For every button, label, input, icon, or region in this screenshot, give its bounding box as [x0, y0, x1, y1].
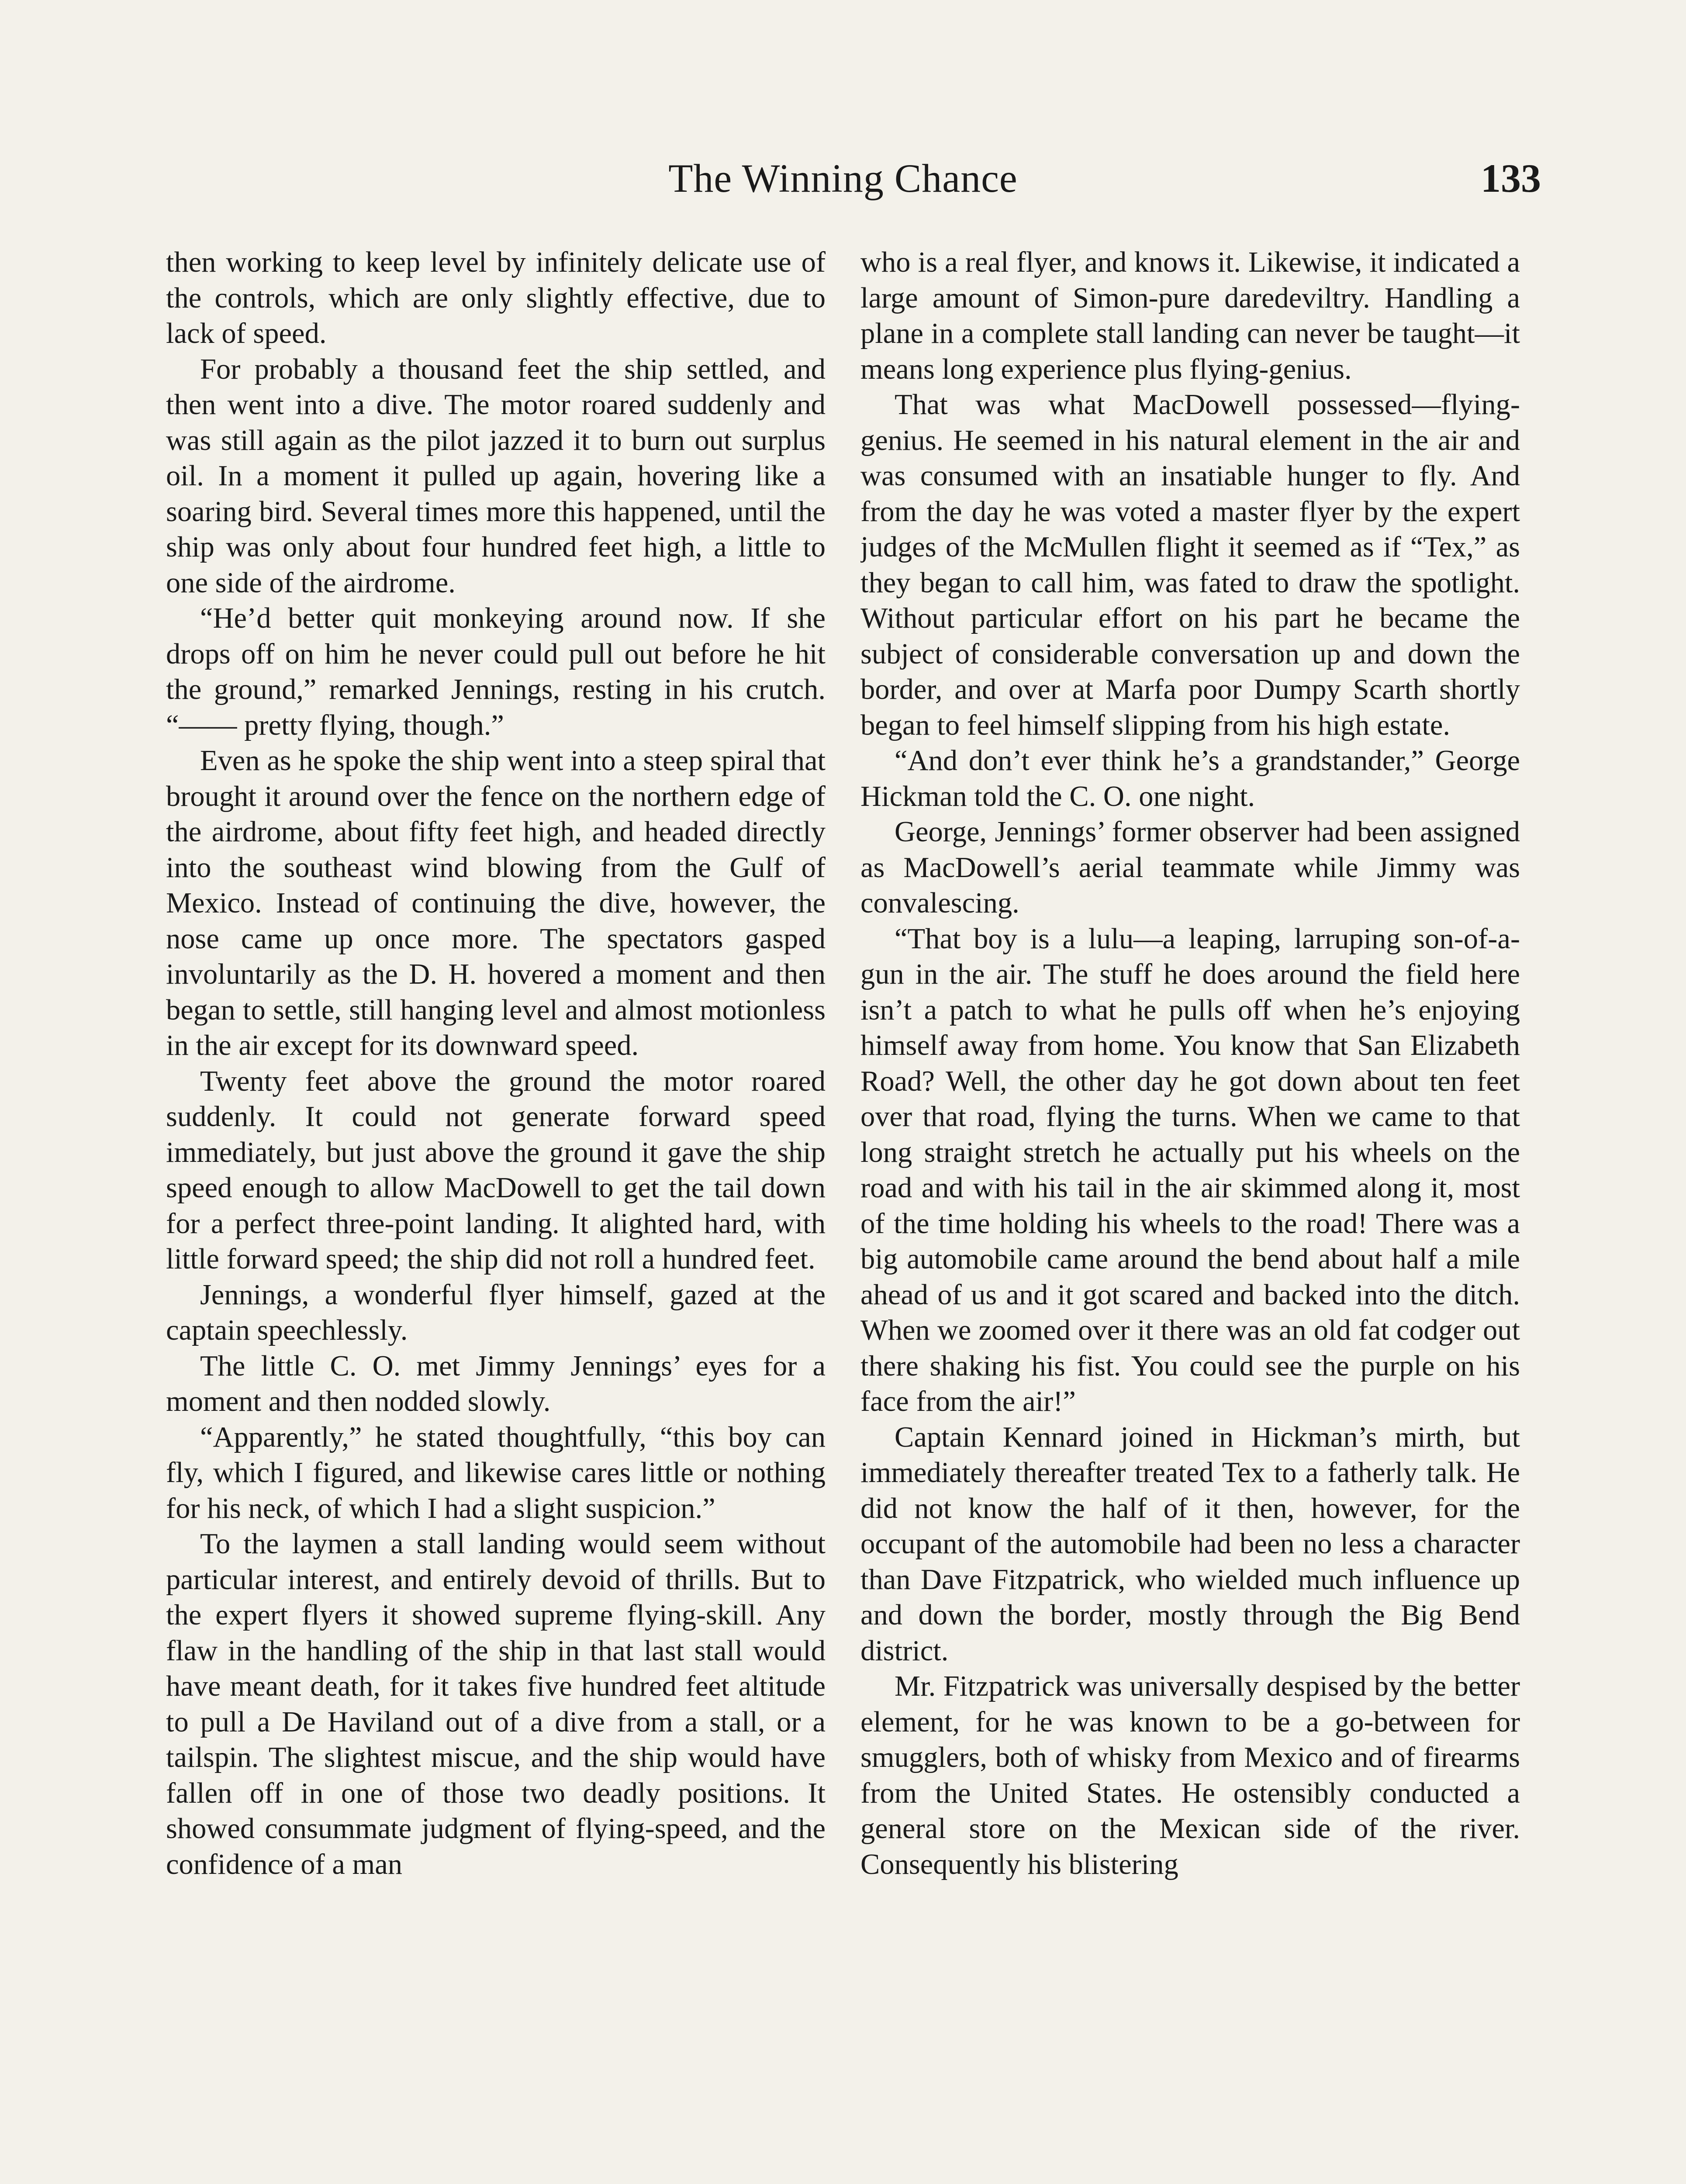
running-title: The Winning Chance [668, 156, 1018, 200]
paragraph: Even as he spoke the ship went into a steep spiral that brought it around over the fence on the northern edge of the airdrome, about fifty feet high, and headed directly into the southeast wind blowing from the Gulf of Mexico. Instead of continuing the dive, however, the nose came up once more. The spectators gasped involuntarily as the D. H. hovered a moment and then began to settle, still hanging level and almost motionless in the air except for its downward speed. [166, 745, 826, 1061]
paragraph: The little C. O. met Jimmy Jennings’ eyes for a moment and then nodded slowly. [166, 1350, 826, 1417]
paragraph: who is a real flyer, and knows it. Likewise, it indicated a large amount of Simon-pure daredeviltry. Handling a plane in a complete stall landing can never be taught—it means long experience plus flying-genius. [860, 246, 1520, 385]
paragraph: For probably a thousand feet the ship settled, and then went into a dive. The motor roared suddenly and was still again as the pilot jazzed it to burn out surplus oil. In a moment it pulled up again, hovering like a soaring bird. Several times more this happened, until the ship was only about four hundred feet high, a little to one side of the airdrome. [166, 353, 826, 599]
paragraph: “That boy is a lulu—a leaping, larruping son-of-a-gun in the air. The stuff he does around the field here isn’t a patch to what he pulls off when he’s enjoying himself away from home. You know that San Elizabeth Road? Well, the other day he got down about ten feet over that road, flying the turns. When we came to that long straight stretch he actually put his wheels on the road and with his tail in the air skimmed along it, most of the time holding his wheels to the road! There was a big automobile came around the bend about half a mile ahead of us and it got scared and backed into the ditch. When we zoomed over it there was an old fat codger out there shaking his fist. You could see the purple on his face from the air!” [860, 923, 1520, 1417]
paragraph: Captain Kennard joined in Hickman’s mirth, but immediately thereafter treated Tex to a fatherly talk. He did not know the half of it then, however, for the occupant of the automobile had been no less a character than Dave Fitzpatrick, who wielded much influence up and down the border, mostly through the Big Bend district. [860, 1421, 1520, 1667]
paragraph: Jennings, a wonderful flyer himself, gazed at the captain speechlessly. [166, 1279, 826, 1346]
paragraph: “He’d better quit monkeying around now. If she drops off on him he never could pull out before he hit the ground,” remarked Jennings, resting in his crutch. “—— pretty flying, though.” [166, 602, 826, 741]
page-number: 133 [1481, 156, 1541, 200]
paragraph: That was what MacDowell possessed—flying-genius. He seemed in his natural element in the air and was consumed with an insatiable hunger to fly. And from the day he was voted a master flyer by the expert judges of the McMullen flight it seemed as if “Tex,” as they began to call him, was fated to draw the spotlight. Without particular effort on his part he became the subject of considerable conversation up and down the border, and over at Marfa poor Dumpy Scarth shortly began to feel himself slipping from his high estate. [860, 389, 1520, 741]
paragraph: To the laymen a stall landing would seem without particular interest, and entirely devoid of thrills. But to the expert flyers it showed supreme flying-skill. Any flaw in the handling of the ship in that last stall would have meant death, for it takes five hundred feet altitude to pull a De Haviland out of a dive from a stall, or a tailspin. The slightest miscue, and the ship would have fallen off in one of those two deadly positions. It showed consummate judgment of flying-speed, and the confidence of a man [166, 1528, 826, 1880]
paragraph: George, Jennings’ former observer had been assigned as MacDowell’s aerial teammate while Jimmy was convalescing. [860, 816, 1520, 919]
paragraph: then working to keep level by infinitely delicate use of the controls, which are only slightly effective, due to lack of speed. [166, 246, 826, 349]
left-column [166, 245, 826, 2184]
right-column [860, 245, 1520, 2184]
paragraph: “And don’t ever think he’s a grandstander,” George Hickman told the C. O. one night. [860, 745, 1520, 812]
paragraph: “Apparently,” he stated thoughtfully, “this boy can fly, which I figured, and likewise cares little or nothing for his neck, of which I had a slight suspicion.” [166, 1421, 826, 1524]
paragraph: Mr. Fitzpatrick was universally despised by the better element, for he was known to be a go-between for smugglers, both of whisky from Mexico and of firearms from the United States. He ostensibly conducted a general store on the Mexican side of the river. Consequently his blistering [860, 1670, 1520, 1880]
paragraph: Twenty feet above the ground the motor roared suddenly. It could not generate forward speed immediately, but just above the ground it gave the ship speed enough to allow MacDowell to get the tail down for a perfect three-point landing. It alighted hard, with little forward speed; the ship did not roll a hundred feet. [166, 1065, 826, 1275]
